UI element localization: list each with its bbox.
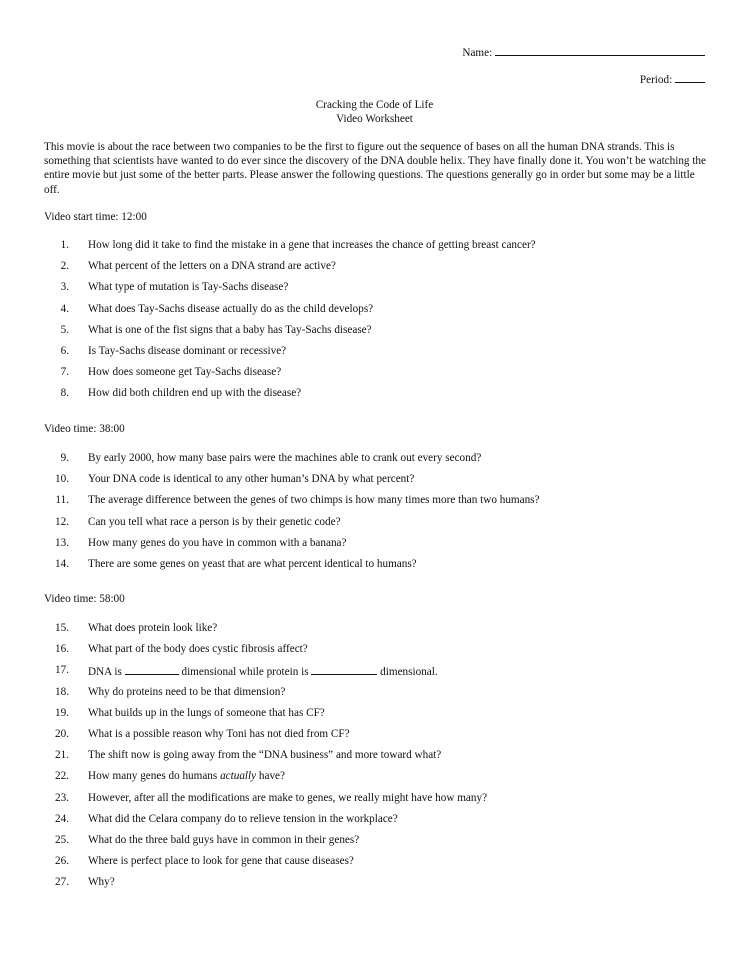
question-number: 17. bbox=[55, 664, 69, 677]
question-text: How long did it take to find the mistake in a gene that increases the chance of getting breast cancer? bbox=[88, 239, 536, 251]
question-text bbox=[88, 665, 438, 678]
intro-paragraph: This movie is about the race between two companies to be the first to figure out the sequence of bases on all the human DNA strands. This is something that scientists have wanted to do ever since the discovery of the DNA double helix. They have finally done it. You won’t be watching the entire movie but just some of the better parts. Please answer the following questions. The questions generally go in order but some may be a little off. bbox=[44, 141, 706, 196]
question-text: What does protein look like? bbox=[88, 622, 218, 634]
question-number: 15. bbox=[55, 622, 69, 634]
question-number: 27. bbox=[55, 876, 69, 889]
fill-in-blank[interactable] bbox=[311, 665, 377, 675]
question-text-part: dimensional. bbox=[377, 666, 438, 679]
page-title: Cracking the Code of Life bbox=[315, 99, 434, 111]
question-number: 11. bbox=[55, 494, 69, 507]
question-number: 5. bbox=[60, 323, 69, 336]
question-number: 14. bbox=[55, 557, 69, 570]
question-number: 20. bbox=[55, 727, 69, 740]
period-field[interactable] bbox=[640, 72, 705, 86]
question-number: 24. bbox=[55, 812, 69, 825]
question-text: Can you tell what race a person is by their genetic code? bbox=[88, 515, 341, 528]
question-number: 4. bbox=[60, 302, 69, 315]
question-text: How does someone get Tay-Sachs disease? bbox=[88, 366, 282, 379]
question-text-part: dimensional while protein is bbox=[178, 666, 312, 679]
question-number: 3. bbox=[60, 281, 69, 294]
question-text: What does Tay-Sachs disease actually do as the child develops? bbox=[88, 302, 374, 315]
question-text: Why do proteins need to be that dimension? bbox=[88, 685, 286, 698]
question-number: 26. bbox=[55, 855, 69, 868]
question-number: 16. bbox=[55, 643, 69, 656]
question-text: What is one of the fist signs that a baby has Tay-Sachs disease? bbox=[88, 323, 372, 336]
question-text: What builds up in the lungs of someone that has CF? bbox=[88, 706, 325, 719]
question-text: The shift now is going away from the “DNA business” and more toward what? bbox=[88, 749, 442, 762]
section-label-58: Video time: 58:00 bbox=[44, 593, 125, 605]
question-text: What part of the body does cystic fibrosis affect? bbox=[88, 643, 308, 656]
section-label-38: Video time: 38:00 bbox=[44, 423, 125, 435]
question-text: What type of mutation is Tay-Sachs disease? bbox=[88, 281, 289, 294]
question-text: What did the Celara company do to relieve tension in the workplace? bbox=[88, 812, 398, 825]
name-blank[interactable] bbox=[495, 45, 705, 56]
question-text-part: How many genes do humans bbox=[88, 770, 221, 783]
question-number: 13. bbox=[55, 536, 69, 549]
question-text: What percent of the letters on a DNA strand are active? bbox=[88, 260, 336, 273]
period-label: Period: bbox=[639, 74, 673, 86]
question-number: 18. bbox=[55, 685, 69, 698]
question-text: By early 2000, how many base pairs were the machines able to crank out every second? bbox=[88, 452, 482, 464]
question-text: Your DNA code is identical to any other human’s DNA by what percent? bbox=[88, 473, 415, 486]
question-number: 2. bbox=[60, 260, 69, 273]
fill-in-blank[interactable] bbox=[125, 665, 179, 675]
question-text-part: DNA is bbox=[88, 666, 125, 679]
question-number: 6. bbox=[60, 344, 69, 357]
question-text: How many genes do you have in common with a banana? bbox=[88, 536, 347, 549]
question-number: 12. bbox=[55, 515, 69, 528]
question-text: What do the three bald guys have in common in their genes? bbox=[88, 833, 360, 846]
question-number: 9. bbox=[60, 452, 69, 464]
question-number: 7. bbox=[60, 366, 69, 379]
title-block bbox=[0, 98, 749, 126]
section-label-start: Video start time: 12:00 bbox=[44, 211, 147, 223]
page-subtitle: Video Worksheet bbox=[336, 113, 413, 125]
question-text: Where is perfect place to look for gene that cause diseases? bbox=[88, 855, 354, 868]
question-text: However, after all the modifications are make to genes, we really might have how many? bbox=[88, 791, 488, 804]
question-text: There are some genes on yeast that are what percent identical to humans? bbox=[88, 557, 417, 570]
name-field[interactable] bbox=[462, 45, 705, 59]
question-number: 21. bbox=[55, 749, 69, 762]
question-text: The average difference between the genes of two chimps is how many times more than two humans? bbox=[88, 494, 540, 507]
question-number: 19. bbox=[55, 706, 69, 719]
question-text bbox=[88, 771, 285, 782]
question-number: 1. bbox=[60, 239, 69, 251]
name-label: Name: bbox=[462, 47, 493, 59]
question-number: 10. bbox=[55, 473, 69, 486]
question-number: 25. bbox=[55, 833, 69, 846]
question-number: 22. bbox=[55, 770, 69, 783]
question-text: Why? bbox=[88, 876, 115, 889]
question-text: Is Tay-Sachs disease dominant or recessive? bbox=[88, 344, 287, 357]
period-blank[interactable] bbox=[675, 72, 705, 83]
question-text: How did both children end up with the disease? bbox=[88, 387, 302, 400]
question-number: 23. bbox=[55, 791, 69, 804]
question-text-part: have? bbox=[256, 770, 285, 783]
question-text: What is a possible reason why Toni has not died from CF? bbox=[88, 727, 350, 740]
question-number: 8. bbox=[60, 387, 69, 400]
question-text-emphasis: actually bbox=[220, 770, 257, 783]
